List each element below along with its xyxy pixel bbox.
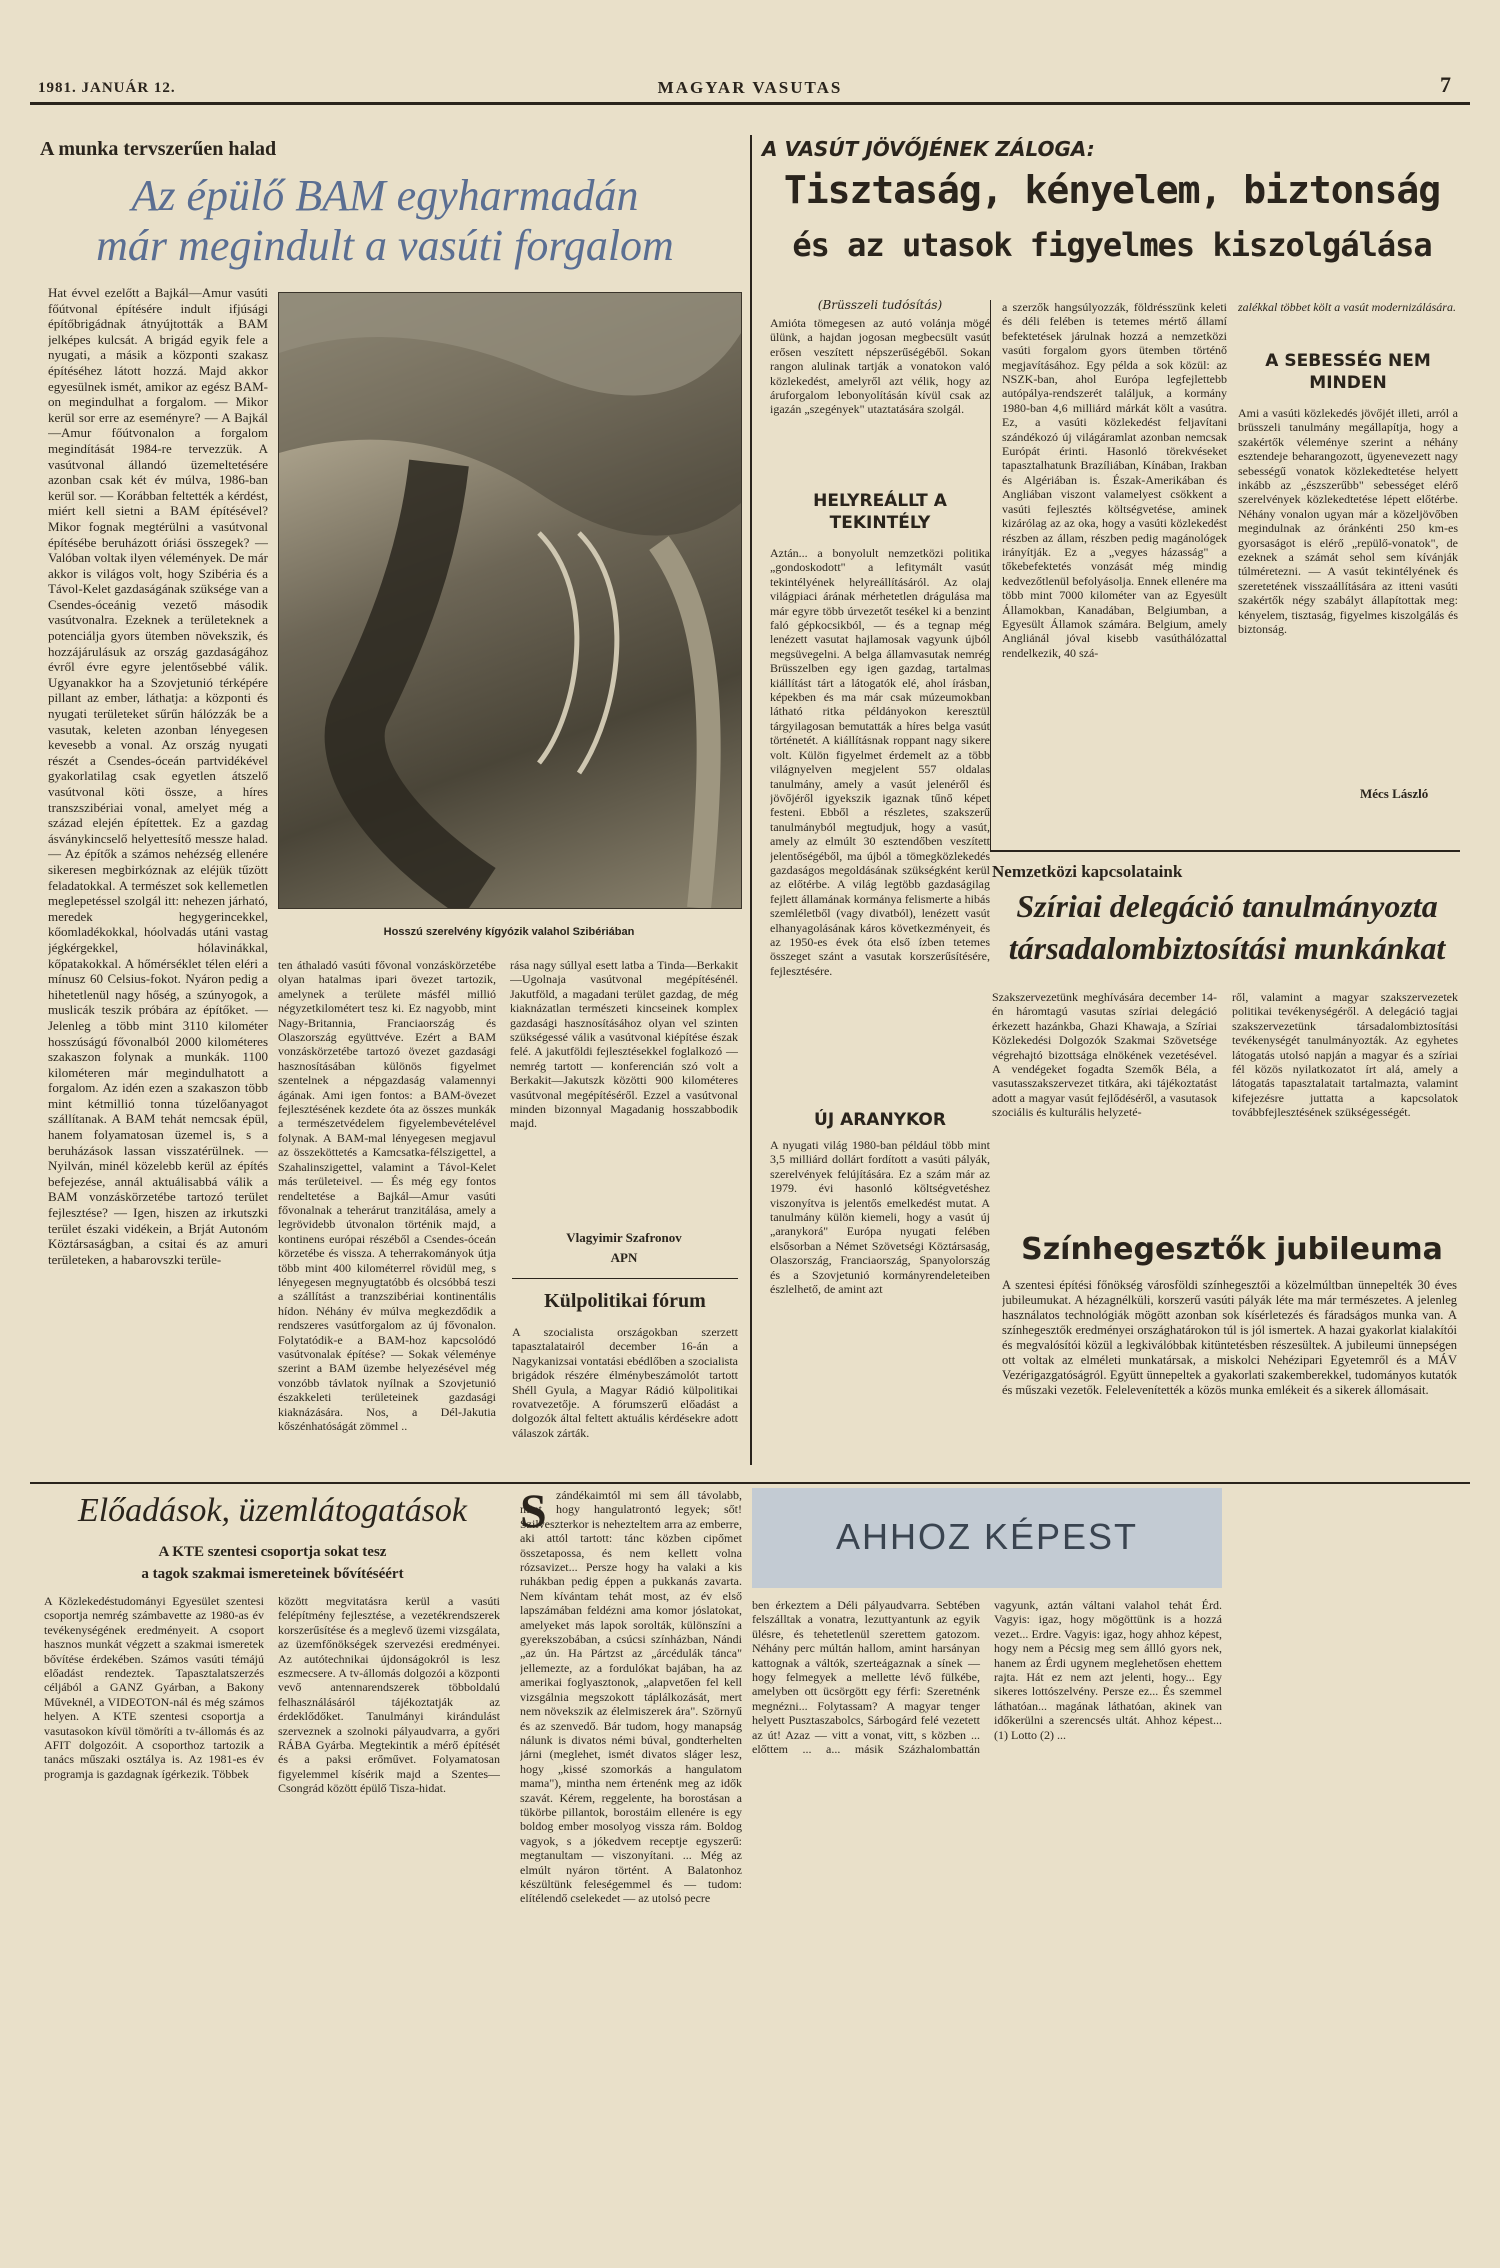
lower-rule [30, 1482, 1470, 1484]
ahhoz-column-1 [520, 1485, 742, 2248]
bam-title-line1: Az épülő BAM egyharmadán [131, 171, 639, 220]
vasut-sub-helyreallt: HELYREÁLLT A TEKINTÉLY [813, 491, 947, 533]
vasut-column-1a [770, 316, 990, 466]
ahhoz-title: AHHOZ KÉPEST [835, 1516, 1139, 1557]
header-rule [30, 102, 1470, 105]
vasut-col2-text: a szerzők hangsúlyozzák, földrésszünk keleti és déli felében is tetemes mértő államí befektetések járulnak hozzá a nemzetközi vasúti forgalom gyors ütemben történő megjavításához. Egy példa a sok közül: az NSZK-ban, ahol Európa legfejlettebb autópálya-rendszerét találjuk, a kormány 1980-ban 4,6 milliárd márkát költ a vasútra. Ez, a vasúti közlekedést feljavítani szándékozó új világáramlat azonban nemcsak Európát érinti. Hasonló törekvéseket tapasztalhatunk Brazíliában, Kínában, Irakban és Algériában is. Észak-Amerikában és Angliában viszont valamelyest csökkent a vasúti fejlesztés költségvetése, aminek kizárólag az az oka, hogy a vasúti közlekedést részben az állam, részben pedig magánológek irányítják. Ez a „vegyes házasság" a tőkebefektetés vonzását még mindig kedvezőtlenül befolyásolja. Ennek ellenére ma több mint 7000 kilométer van az Egyesült Államokban, Kanadában, Belgiumban, a Egyesült Államok számára. Belgium, amely Angliánál jóval kisebb vasúthálózattal rendelkezik, 40 szá- [1002, 300, 1227, 660]
vasut-title-line2: és az utasok figyelmes kiszolgálása [792, 226, 1432, 264]
vasut-col1b-text: Aztán... a bonyolult nemzetközi politika „gondoskodott" a lefitymált vasút tekintélyének helyreállításáról. Az olaj világpiaci árának mérhetetlen drágulása ma már egyre több úrvezetőt tesékel ki a benzint faló gépkocsikból, — és a tegnap még lenézett vasutat hajlamosak vagyunk újból megsüvegelni. A belga államvasutak nemrég Brüsszelben egy igen gazdag, tartalmas kiállítást tárt a látogatók elé, ahol írásban, képekben és ma már csak múzeumokban látható ritka példányokon keresztül tárgyilagosan bemutatták a híres belga vasút történetét. A kiállításnak roppant nagy sikere volt. Külön figyelmet érdemelt az a több világnyelven megjelent 557 oldalas tanulmány, amely a vasút jelenéről és jövőjéről igyekszik igaznak tűnő képet festeni. Ebből a részletes, szakszerű tanulmányból megtudjuk, hogy a vasút, amely az elmúlt 30 esztendőben veszített jelentőségéből, ma újból a tömegközlekedés gazdaságos megoldásának szükségként kerül az előtérbe. A világ legtöbb gazdaságilag fejlett államának kormánya felismerte a hibás szemléletből (vagy divatból), lenézett vasút elhanyagolásának káros következményeit, és az 1950-es évek óta első ízben tetemes összeget szánt a vasutak korszerűsítésére, fejlesztésére. [770, 546, 990, 978]
bam-agency: APN [610, 1250, 638, 1265]
bam-col3-text: rása nagy súllyal esett latba a Tinda—Berkakit—Ugolnaja vasútvonal megépítésénél. Jakutföld, a magadani terület gazdag, de még kiaknázatlan természeti kincseinek komplex gazdasági hasznosításához olyan vel szinten szükségessé válik a vasútvonal kiépítése észak felé. A jakutföldi fejlesztésekkel foglalkozó — nemrég tartott — konferencián szó volt a Berkakit—Jakutszk közötti 900 kilométeres vasútvonal megépítéséről. Ezzel a vasútvonal minden bizonnyal Magadanig hosszabbodik majd. [510, 958, 738, 1131]
bam-title-line2: már megindult a vasúti forgalom [96, 221, 674, 270]
train-photo [278, 292, 742, 909]
column-separator [750, 135, 752, 1465]
newspaper-title: MAGYAR VASUTAS [657, 78, 843, 97]
bam-kicker: A munka tervszerűen halad [40, 138, 277, 160]
szinhaz-body [1002, 1278, 1457, 1468]
forum-body [512, 1325, 738, 1475]
forum-rule [512, 1278, 738, 1279]
szinhaz-text: A szentesi építési főnökség városföldi színhegesztői a közelmúltban ünnepelték 30 éves jubileumukat. A hézagnélküli, korszerű vasúti pályák léte ma már természetes. A jelenleg használatos technológiák mögött azonban sok kísérletezés és fáradságos munka van. A színhegesztők eredményei országhatárokon túl is jól ismertek. A hazai gyakorlat kialakítói és megvalósítói közül a legkiválóbbak kitüntetésben részesültek. A jubileumi ünnepségen ott voltak az elméleti munkatársak, a miskolci Nehézipari Egyetemről és a MÁV Vezérigazgatóságról. Együtt ünnepeltek a gyakorlati szakemberekkel, tudományos kutatók és műszaki vezetők. Felelevenítették a közös munka emlékeit és a sikerek állomásait. [1002, 1278, 1457, 1397]
vasut-sub-aranykor: ÚJ ARANYKOR [814, 1110, 946, 1130]
eloadas-column-1 [44, 1594, 264, 2244]
ahhoz-col1-text: zándékaimtól mi sem áll távolabb, mint hogy hangulatrontó legyek; sőt! Szilveszterkor is nehezteltem arra az emberre, aki attól tartott: tánc közben cipőmet összetapossa, és nem kellett volna rózsavizet... Persze hogy ha valaki a kis ruhákban pedig éppen a pukkanás zavarta. Nem kívántam tehát most, az év első lapszámában feldézni ama komor jóslatokat, amelyeket más lapok sorolták, különszíni a gyerekszobában, a csúcsi színházban, Nándi „az ún. Ha Pártzst az „árcédulák tánca" jellemezte, az a fordulókat bajában, ha az amerikai foglyasztonok, „alapvetően fel kell vizsgálnia megszokott táplálkozását, mert nem növekszik az élelmiszerek ára". Szörnyű és az szenvedő. Bár tudom, hogy manapság nálunk is divatos némi búval, gondterhelten járni (meglehet, ismét divatos sláger lesz, hogy „kissé szomorkás a hangulatom mama"), mintha nem értenénk meg az idők szavát. Kérem, reggelente, ha borostásan a tükörbe pillantok, borostáim ellenére is egy boldog ember mosolyog vissza rám. Boldog vagyok, s a jókedvem receptje egyszerű: megtanultam — viszonyítani. ... Még az elmúlt nyáron történt. A Balatonhoz készültünk feleségemmel és — tudom: elítélendő cselekedet — az utolsó pecre [520, 1488, 742, 1906]
eloadas-column-2 [278, 1594, 500, 2244]
vasut-col3-text: zalékkal többet költ a vasút modernizálására. [1238, 300, 1456, 314]
vasut-col1c-text: A nyugati világ 1980-ban például több mint 3,5 milliárd dollárt fordított a vasúti pályák, szerelvények felújítására. Ez a szám már az 1979. évi hasonló költségvetéshez viszonyítva is jelentős emelkedést mutat. A tanulmány külön kiemeli, hogy a vasút új „aranykorá" Európa nyugati felében elsősorban a Német Szövetségi Köztársaság, Olaszország, Franciaország, Spanyolország és a Szovjetunió kormányrendeleteiben észlelhető, de amint azt [770, 1138, 990, 1297]
vasut-col-sep [990, 300, 991, 850]
vasut-column-2 [1002, 300, 1227, 800]
forum-text: A szocialista országokban szerzett tapasztalatairól december 16-án a Nagykanizsai vontatási ebédlőben a szocialista brigádok részére élménybeszámolót tartott Shéll Gyula, a Magyar Rádió külpolitikai rovatvezetője. A fórumszerű előadást a dolgozók által feltett aktuális kérdésekre adott válaszok zárták. [512, 1325, 738, 1440]
issue-date: 1981. JANUÁR 12. [38, 80, 176, 96]
nk-rule [990, 850, 1460, 852]
vasut-sub-sebesseg: A SEBESSÉG NEM MINDEN [1265, 351, 1431, 393]
vasut-column-1c [770, 1138, 990, 1468]
eloadas-title: Előadások, üzemlátogatások [77, 1492, 468, 1529]
ahhoz-column-2 [752, 1598, 1222, 2248]
vasut-column-3b [1238, 406, 1458, 776]
ahhoz-dropcap: S [520, 1485, 547, 1538]
nk-column-2 [1232, 990, 1458, 1190]
bam-column-1 [48, 285, 268, 1665]
bam-author: Vlagyimir Szafronov [566, 1230, 682, 1245]
vasut-column-3a [1238, 300, 1458, 340]
page-number: 7 [1440, 72, 1452, 97]
nk-col1-text: Szakszervezetünk meghívására december 14-én háromtagú vasutas szíriai delegáció érkezett hazánkba, Ghazi Khawaja, a Szíriai Közlekedési Dolgozók Szakmai Szövetsége végrehajtó bizottsága elnökének vezetésével. A vendégeket fogadta Szemők Béla, a vasutasszakszervezet titkára, aki tájékoztatást adott a magyar vasút fejlődéséről, a vasutasok szociális és kulturális helyzeté- [992, 990, 1217, 1120]
ahhoz-title-box [752, 1488, 1222, 1588]
eloadas-sub1: A KTE szentesi csoportja sokat tesz [158, 1544, 387, 1560]
train-illustration [279, 293, 741, 908]
bam-column-2 [278, 958, 496, 1478]
eloadas-col1-text: A Közlekedéstudományi Egyesület szentesi csoportja nemrég számbavette az 1980-as év tevékenységének eredményeit. A csoport hasznos munkát végzett a szakmai ismeretek bővítése érdekében. Számos vasúti témájú előadást rendeztek. Tapasztalatszerzés céljából a GANZ Gyárban, a Bakony Műveknél, a VIDEOTON-nál és még számos helyen. A KTE szentesi csoportja a vasutasokon kívül tömöríti a tv-állomás és az AFIT dolgozóit. A csoporthoz tartozik a tanács műszaki osztálya is. Az 1981-es év programja is gazdagnak ígérkezik. Többek [44, 1594, 264, 1781]
nk-title-line1: Szíriai delegáció tanulmányozta [1016, 888, 1438, 924]
szinhaz-title: Színhegesztők jubileuma [1021, 1232, 1443, 1267]
nk-title-line2: társadalombiztosítási munkánkat [1008, 930, 1446, 966]
nk-col2-text: ről, valamint a magyar szakszervezetek politikai tevékenységéről. A delegáció tagjai szakszervezetünk társadalombiztosítási tevékenységét tanulmányozták. Az egyhetes látogatás utolsó napján a magyar és a szíriai fél közös nyilatkozatot írt alá, amely a látogatás tapasztalatait tartalmazta, valamint kifejezésre juttatta a kapcsolatok továbbfejlesztésének szükségességét. [1232, 990, 1458, 1120]
bam-col2-text: ten áthaladó vasúti fővonal vonzáskörzetébe olyan hatalmas ipari övezet tartozik, amelynek a területe másfél millió négyzetkilométert tesz ki. Ez nagyobb, mint Nagy-Britannia, Franciaország és Olaszország együttvéve. Ezért a BAM vonzáskörzetébe tartozó övezet gazdasági hasznosításában különös figyelmet szentelnek a népgazdaság valamennyi ágának. Ami igen fontos: a BAM-övezet fejlesztésének kezdete óta az összes munkák a természetvédelem figyelembevételével folynak. A BAM-mal lényegesen megjavul az összeköttetés a Kamcsatka-félszigettel, a Szahalinszigettel, valamint a Távol-Kelet más területeivel. — És még egy fontos rendeltetése a Bajkál—Amur vasúti fővonalnak a teherárut tranzitálása, amely a legrövidebb útvonalon történik majd, a kontinens európai részéből a Csendes-óceán körzetébe és vissza. A teherrakományok útja több mint 400 kilométerrel rövidül meg, s lényegesen megnyugtatóbb és olcsóbbá teszi a szállítást a tranzszibériai kontinentális hídon. Néhány év múlva megkezdődik a rendszeres vasútforgalom az új fővonalon. Folytatódik-e a BAM-hoz kapcsolódó vasútvonalak építése? — Sokak véleménye szerint a BAM üzembe helyezésével még vonzóbb távlatok nyílnak a Szovjetunió északkeleti területeinek gazdasági kiaknázására. Nos, a Dél-Jakutia kőszénhatóságát zömmel .. [278, 958, 496, 1433]
vasut-dateline: (Brüsszeli tudósítás) [817, 298, 943, 312]
bam-col1-text: Hat évvel ezelőtt a Bajkál—Amur vasúti főútvonal építésére indult ifjúsági építőbrigádnak átnyújtották a BAM jelképes kulcsát. A brigád egyik fele a nyugati, a másik a központi szakasz építéséhez látott hozzá. Majd akkor egyesülnek ismét, amikor az egész BAM-on megindulhat a forgalom. — Mikor kerül sor erre az eseményre? — A Bajkál—Amur főútvonalon a forgalom megindítását 1984-re tervezzük. A vasútvonal állandó üzemeltetésére azonban csak két év múlva, 1986-ban kerül sor. — Korábban feltették a kérdést, miért kell sietni a BAM építésével? Mikor fognak megtérülni a vasútvonal építésébe beruházott óriási összegek? — Valóban voltak ilyen vélemények. De már akkor is világos volt, hogy Szibéria és a Távol-Kelet gazdaságának szüksége van a Csendes-óceánig vezető második vasútvonalra. Ezeknek a területeknek a potenciálja gyors ütemben növekszik, és hozzájárulásuk az ország gazdaságához évről évre egyre jelentősebbé válik. Ugyanakkor ha a Szovjetunió térképére pillant az ember, láthatja: a központi és nyugati területeket sűrűn hálózzák be a vasutak, keleten azonban lényegesen kevesebb a vonal. Az ország nyugati részét a Csendes-óceán partvidékével gyakorlatilag csak egyetlen átszelő vasútvonal köti össze, a híres transzszibériai vonal, amelyet még a század elején építettek. Ez a gazdag ásványkincselő helyettesítő messze halad. — Az építők a számos nehézség ellenére sikeresen megbirkóznak az eléjük tűzött feladatokkal. A természet sok kellemetlen meglepetéssel szolgál itt: nehezen járható, meredek hegygerincekkel, kőomladékokkal, hóolvadás utáni vastag jégkérgekkel, hólavinákkal, kőpatakokkal. A hőmérséklet télen eléri a mínusz 60 Celsius-fokot. Nyáron pedig a hihetetlenül nagy hőség, a szúnyogok, a muslicák teszik próbára az építőket. — Jelenleg a több mint 3110 kilométer hosszúságú fővonalból 2000 kilométeres szakaszon folynak a munkák. 1100 kilométeren már megindulhatott a forgalom. Az idén ezen a szakaszon több mint kétmillió tonna túzelőanyagot szállítanak. A BAM tehát nemcsak épül, hanem folyamatosan üzemel is, s a beruházások lassan visszatérülnek. — Nyilván, minél közelebb kerül az építés befejezése, annál aktuálisabbá válik a BAM vonzáskörzetébe tartozó terület fejlesztése? — Igen, hiszen az irkutszki terület északi vidékein, a Brját Autonóm Köztársaságban, a csitai és az amuri területeken, a habarovszki terüle- [48, 285, 268, 1267]
vasut-column-1b [770, 546, 990, 1098]
nk-column-1 [992, 990, 1217, 1210]
forum-title: Külpolitikai fórum [544, 1290, 706, 1312]
eloadas-sub2: a tagok szakmai ismereteinek bővítéséért [141, 1566, 404, 1582]
bam-column-3 [510, 958, 738, 1218]
eloadas-col2-text: között megvitatásra kerül a vasúti felépítmény fejlesztése, a vezetékrendszerek korszerűsítése és a meglevő üzemi vizsgálata, az üzemfőnökségek szervezési eredményei. Az autótechnikai újdonságokról is lesz eszmecsere. A tv-állomás dolgozói a központi vevő antennarendszerek többoldalú felhasználásáról tájékoztatják az érdeklődőket. Tanulmányi kirándulást szerveznek a szolnoki pályaudvarra, a győri RÁBA Gyárba. Megtekintik a mérő építését és a paksi erőművet. Folyamatosan figyelemmel kísérik majd a Szentes—Csongrád között épülő Tisza-hidat. [278, 1594, 500, 1796]
nk-kicker: Nemzetközi kapcsolataink [992, 862, 1183, 881]
photo-caption: Hosszú szerelvény kígyózik valahol Szibériában [383, 926, 635, 938]
ahhoz-col2-text: ben érkeztem a Déli pályaudvarra. Sebtében felszálltak a vonatra, lezuttyantunk az egyik ülésre, és tehetetlenül szerettem gatozom. Néhány perc múltán hallom, amint harsányan kattognak a váltók, szerteágaznak a sínek — hogy felmegyek a mellette lévő fülkébe, amelyben ott ücsörgött egy férfi: Szeretnénk megnézni... Folytassam? A magyar tenger helyett Pusztaszabolcs, Sárbogárd felé vezetett az út! Azaz — vitt a vonat, vitt, s közben ... előttem ... a... másik Százhalombattán vagyunk, aztán váltani valahol tehát Érd. Vagyis: igaz, hogy mögöttünk is a hozzá vezet... Erdre. Vagyis: igaz, hogy ahhoz képest, hogy nem a Pécsig meg sem állló gyors nek, hanem az Érdi ugynem meglehetősen ehettem rajta. Hát ez nem azt jelenti, hogy... Egy sikeres lottószelvény. Persze ez... És szemmel láthatóan... magának láthatóan, akinek van időkerülni a szerencsés ultát. Ahhoz képest... (1) Lotto (2) ... [752, 1598, 1222, 1757]
vasut-col3b-text: Ami a vasúti közlekedés jövőjét illeti, arról a brüsszeli tanulmány megállapítja, hogy a szakértők véleménye szerint a néhány esztendeje beharangozott, ügyenevezett nagy sebességű vonatok közlekedtetése helyett inkább az „észszerűbb" sebességet elérő szerelvények közlekedtetése lépett előtérbe. Néhány vonalon ugyan már a közeljövőben megindulnak az óránkénti 250 km-es gyorsaságot is elérő „repülő-vonatok", de ezeknek a számát sehol sem kívánják túlméretezni. — A vasút tekintélyének és szeretetének visszaállítására az itteni vasúti szakértők négy szabályt állapítottak meg: kényelem, tisztaság, figyelmes kiszolgálás és biztonság. [1238, 406, 1458, 637]
vasut-kicker: A VASÚT JÖVŐJÉNEK ZÁLOGA: [762, 137, 1095, 161]
vasut-col1-text: Amióta tömegesen az autó volánja mögé ülünk, a hajdan jogosan megbecsült vasút erősen veszített népszerűségéből. Sokan rangon alulinak tartják a vonatokon való közlekedést, amelyről azt vélik, hogy az áruforgalom lebonyolításán kívül csak az igazán „szegények" utaztatására szolgál. [770, 316, 990, 417]
vasut-author: Mécs László [1360, 786, 1429, 801]
vasut-title-line1: Tisztaság, kényelem, biztonság [783, 168, 1441, 212]
